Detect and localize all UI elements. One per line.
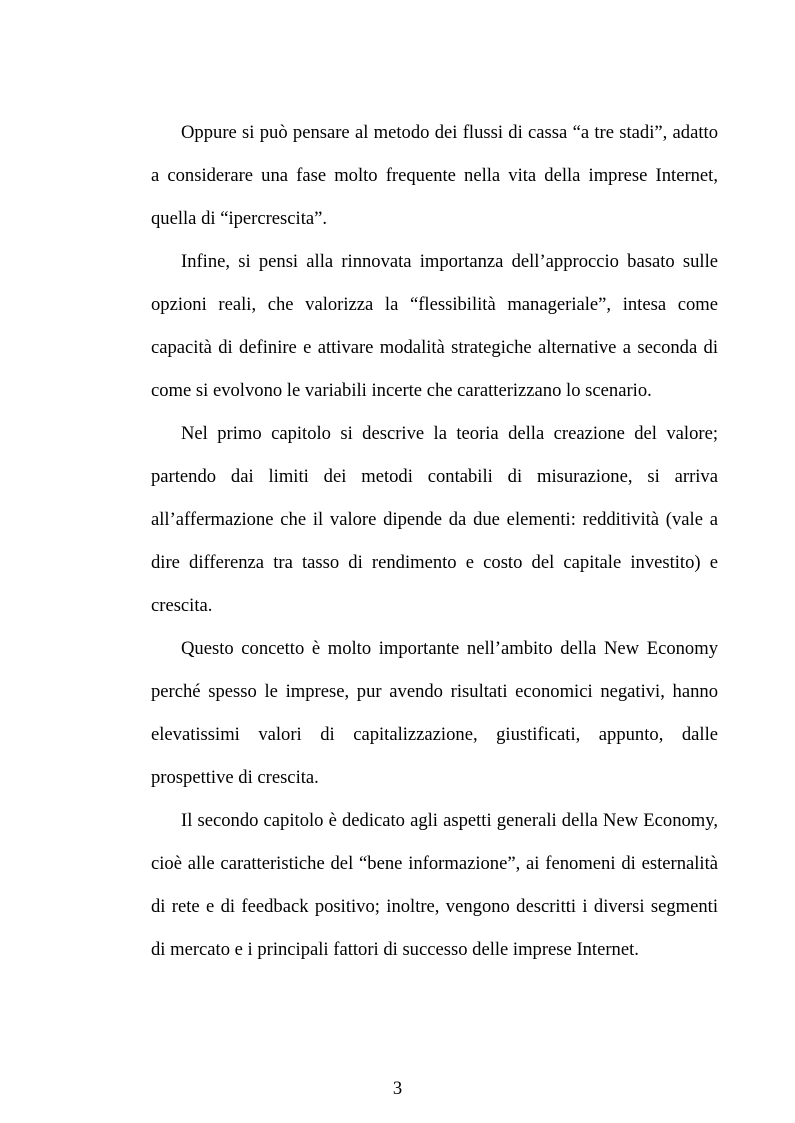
- paragraph-opzioni-reali: Infine, si pensi alla rinnovata importanza dell’approccio basato sulle opzioni reali, che valorizza la “flessibilità manageriale”, intesa come capacità di definire e attivare modalità strategiche alternative a seconda di come si evolvono le variabili incerte che caratterizzano lo scenario.: [151, 251, 718, 401]
- paragraph-primo-capitolo: Nel primo capitolo si descrive la teoria della creazione del valore; partendo dai limiti dei metodi contabili di misurazione, si arriva all’affermazione che il valore dipende da due elementi: redditività (vale a dire differenza tra tasso di rendimento e costo del capitale investito) e crescita.: [151, 423, 718, 616]
- page-number: 3: [392, 1078, 403, 1099]
- paragraph-concetto-new-economy: Questo concetto è molto importante nell’ambito della New Economy perché spesso le imprese, pur avendo risultati economici negativi, hanno elevatissimi valori di capitalizzazione, giustificati, appunto, dalle prospettive di crescita.: [151, 638, 718, 788]
- paragraph-flussi-di-cassa: Oppure si può pensare al metodo dei flussi di cassa “a tre stadi”, adatto a considerare una fase molto frequente nella vita della imprese Internet, quella di “ipercrescita”.: [151, 122, 718, 229]
- body-text: [151, 111, 718, 971]
- paragraph-secondo-capitolo: Il secondo capitolo è dedicato agli aspetti generali della New Economy, cioè alle caratteristiche del “bene informazione”, ai fenomeni di esternalità di rete e di feedback positivo; inoltre, vengono descritti i diversi segmenti di mercato e i principali fattori di successo delle imprese Internet.: [151, 810, 718, 960]
